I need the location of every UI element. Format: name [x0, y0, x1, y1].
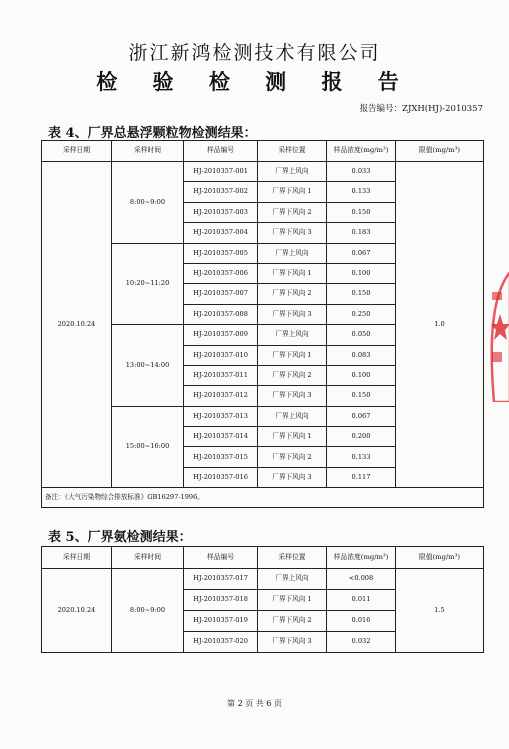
col-sample-time: 采样时间: [112, 141, 184, 162]
concentration-cell: 0.100: [327, 263, 396, 283]
concentration-cell: 0.183: [327, 223, 396, 243]
sample-id-cell: HJ-2010357-012: [184, 386, 258, 406]
concentration-cell: 0.250: [327, 304, 396, 324]
sample-id-cell: HJ-2010357-020: [184, 632, 258, 653]
sample-time-cell: 15:00~16:00: [112, 406, 184, 488]
concentration-cell: 0.016: [327, 611, 396, 632]
sample-id-cell: HJ-2010357-008: [184, 304, 258, 324]
sample-position-cell: 厂界下风向 1: [258, 590, 327, 611]
sample-id-cell: HJ-2010357-003: [184, 202, 258, 222]
sample-id-cell: HJ-2010357-010: [184, 345, 258, 365]
sample-id-cell: HJ-2010357-002: [184, 182, 258, 202]
col-concentration: 样品浓度(mg/m³): [327, 547, 396, 569]
table4-heading: 表 4、厂界总悬浮颗粒物检测结果：: [48, 126, 257, 141]
sample-position-cell: 厂界下风向 3: [258, 386, 327, 406]
sample-id-cell: HJ-2010357-016: [184, 467, 258, 487]
sample-position-cell: 厂界下风向 3: [258, 304, 327, 324]
sample-position-cell: 厂界下风向 2: [258, 365, 327, 385]
sample-id-cell: HJ-2010357-009: [184, 325, 258, 345]
col-sample-date: 采样日期: [42, 547, 112, 569]
col-sample-date: 采样日期: [42, 141, 112, 162]
table-row: [42, 162, 484, 182]
sample-time-cell: 8:00~9:00: [112, 162, 184, 244]
sample-date-cell: 2020.10.24: [42, 569, 112, 653]
limit-cell: 1.0: [396, 162, 484, 488]
col-limit: 限值(mg/m³): [396, 141, 484, 162]
sample-id-cell: HJ-2010357-013: [184, 406, 258, 426]
page-footer: 第 2 页 共 6 页: [227, 699, 282, 708]
table5-heading: 表 5、厂界氨检测结果：: [48, 530, 192, 545]
col-concentration: 样品浓度(mg/m³): [327, 141, 396, 162]
sample-id-cell: HJ-2010357-014: [184, 427, 258, 447]
table-row: [42, 569, 484, 590]
concentration-cell: 0.117: [327, 467, 396, 487]
concentration-cell: 0.200: [327, 427, 396, 447]
table5-ammonia-results: [41, 546, 484, 653]
concentration-cell: 0.011: [327, 590, 396, 611]
concentration-cell: 0.133: [327, 447, 396, 467]
concentration-cell: 0.050: [327, 325, 396, 345]
concentration-cell: 0.150: [327, 284, 396, 304]
concentration-cell: 0.083: [327, 345, 396, 365]
col-sample-time: 采样时间: [112, 547, 184, 569]
sample-id-cell: HJ-2010357-005: [184, 243, 258, 263]
table5-header-row: [42, 547, 484, 569]
col-sample-position: 采样位置: [258, 141, 327, 162]
sample-position-cell: 厂界上风向: [258, 569, 327, 590]
sample-id-cell: HJ-2010357-007: [184, 284, 258, 304]
report-title: 检 验 检 测 报 告: [96, 69, 413, 94]
sample-position-cell: 厂界下风向 2: [258, 611, 327, 632]
table4-tsp-results: [41, 140, 484, 508]
sample-position-cell: 厂界下风向 1: [258, 182, 327, 202]
sample-position-cell: 厂界下风向 2: [258, 447, 327, 467]
sample-date-cell: 2020.10.24: [42, 162, 112, 488]
concentration-cell: 0.032: [327, 632, 396, 653]
sample-position-cell: 厂界上风向: [258, 406, 327, 426]
table4-note: 备注：《大气污染物综合排放标准》GB16297-1996。: [42, 488, 484, 508]
sample-id-cell: HJ-2010357-004: [184, 223, 258, 243]
sample-position-cell: 厂界下风向 2: [258, 284, 327, 304]
sample-id-cell: HJ-2010357-015: [184, 447, 258, 467]
sample-id-cell: HJ-2010357-011: [184, 365, 258, 385]
sample-position-cell: 厂界上风向: [258, 325, 327, 345]
concentration-cell: 0.150: [327, 202, 396, 222]
table-note-row: [42, 488, 484, 508]
concentration-cell: 0.067: [327, 406, 396, 426]
sample-id-cell: HJ-2010357-006: [184, 263, 258, 283]
concentration-cell: 0.133: [327, 182, 396, 202]
sample-position-cell: 厂界下风向 3: [258, 632, 327, 653]
concentration-cell: 0.100: [327, 365, 396, 385]
sample-position-cell: 厂界下风向 1: [258, 263, 327, 283]
col-sample-id: 样品编号: [184, 141, 258, 162]
concentration-cell: 0.067: [327, 243, 396, 263]
report-number: 报告编号：ZJXH(HJ)-2010357: [359, 104, 483, 114]
sample-position-cell: 厂界下风向 3: [258, 223, 327, 243]
sample-id-cell: HJ-2010357-018: [184, 590, 258, 611]
sample-position-cell: 厂界上风向: [258, 162, 327, 182]
company-name: 浙江新鸿检测技术有限公司: [128, 42, 381, 64]
sample-position-cell: 厂界上风向: [258, 243, 327, 263]
sample-id-cell: HJ-2010357-017: [184, 569, 258, 590]
red-seal-stamp: [484, 272, 509, 402]
concentration-cell: <0.008: [327, 569, 396, 590]
sample-position-cell: 厂界下风向 2: [258, 202, 327, 222]
sample-position-cell: 厂界下风向 1: [258, 345, 327, 365]
concentration-cell: 0.150: [327, 386, 396, 406]
col-sample-id: 样品编号: [184, 547, 258, 569]
col-sample-position: 采样位置: [258, 547, 327, 569]
sample-time-cell: 8:00~9:00: [112, 569, 184, 653]
sample-position-cell: 厂界下风向 1: [258, 427, 327, 447]
col-limit: 限值(mg/m³): [396, 547, 484, 569]
sample-position-cell: 厂界下风向 3: [258, 467, 327, 487]
concentration-cell: 0.033: [327, 162, 396, 182]
limit-cell: 1.5: [396, 569, 484, 653]
sample-id-cell: HJ-2010357-019: [184, 611, 258, 632]
sample-id-cell: HJ-2010357-001: [184, 162, 258, 182]
sample-time-cell: 10:20~11:20: [112, 243, 184, 325]
sample-time-cell: 13:00~14:00: [112, 325, 184, 407]
table4-header-row: [42, 141, 484, 162]
